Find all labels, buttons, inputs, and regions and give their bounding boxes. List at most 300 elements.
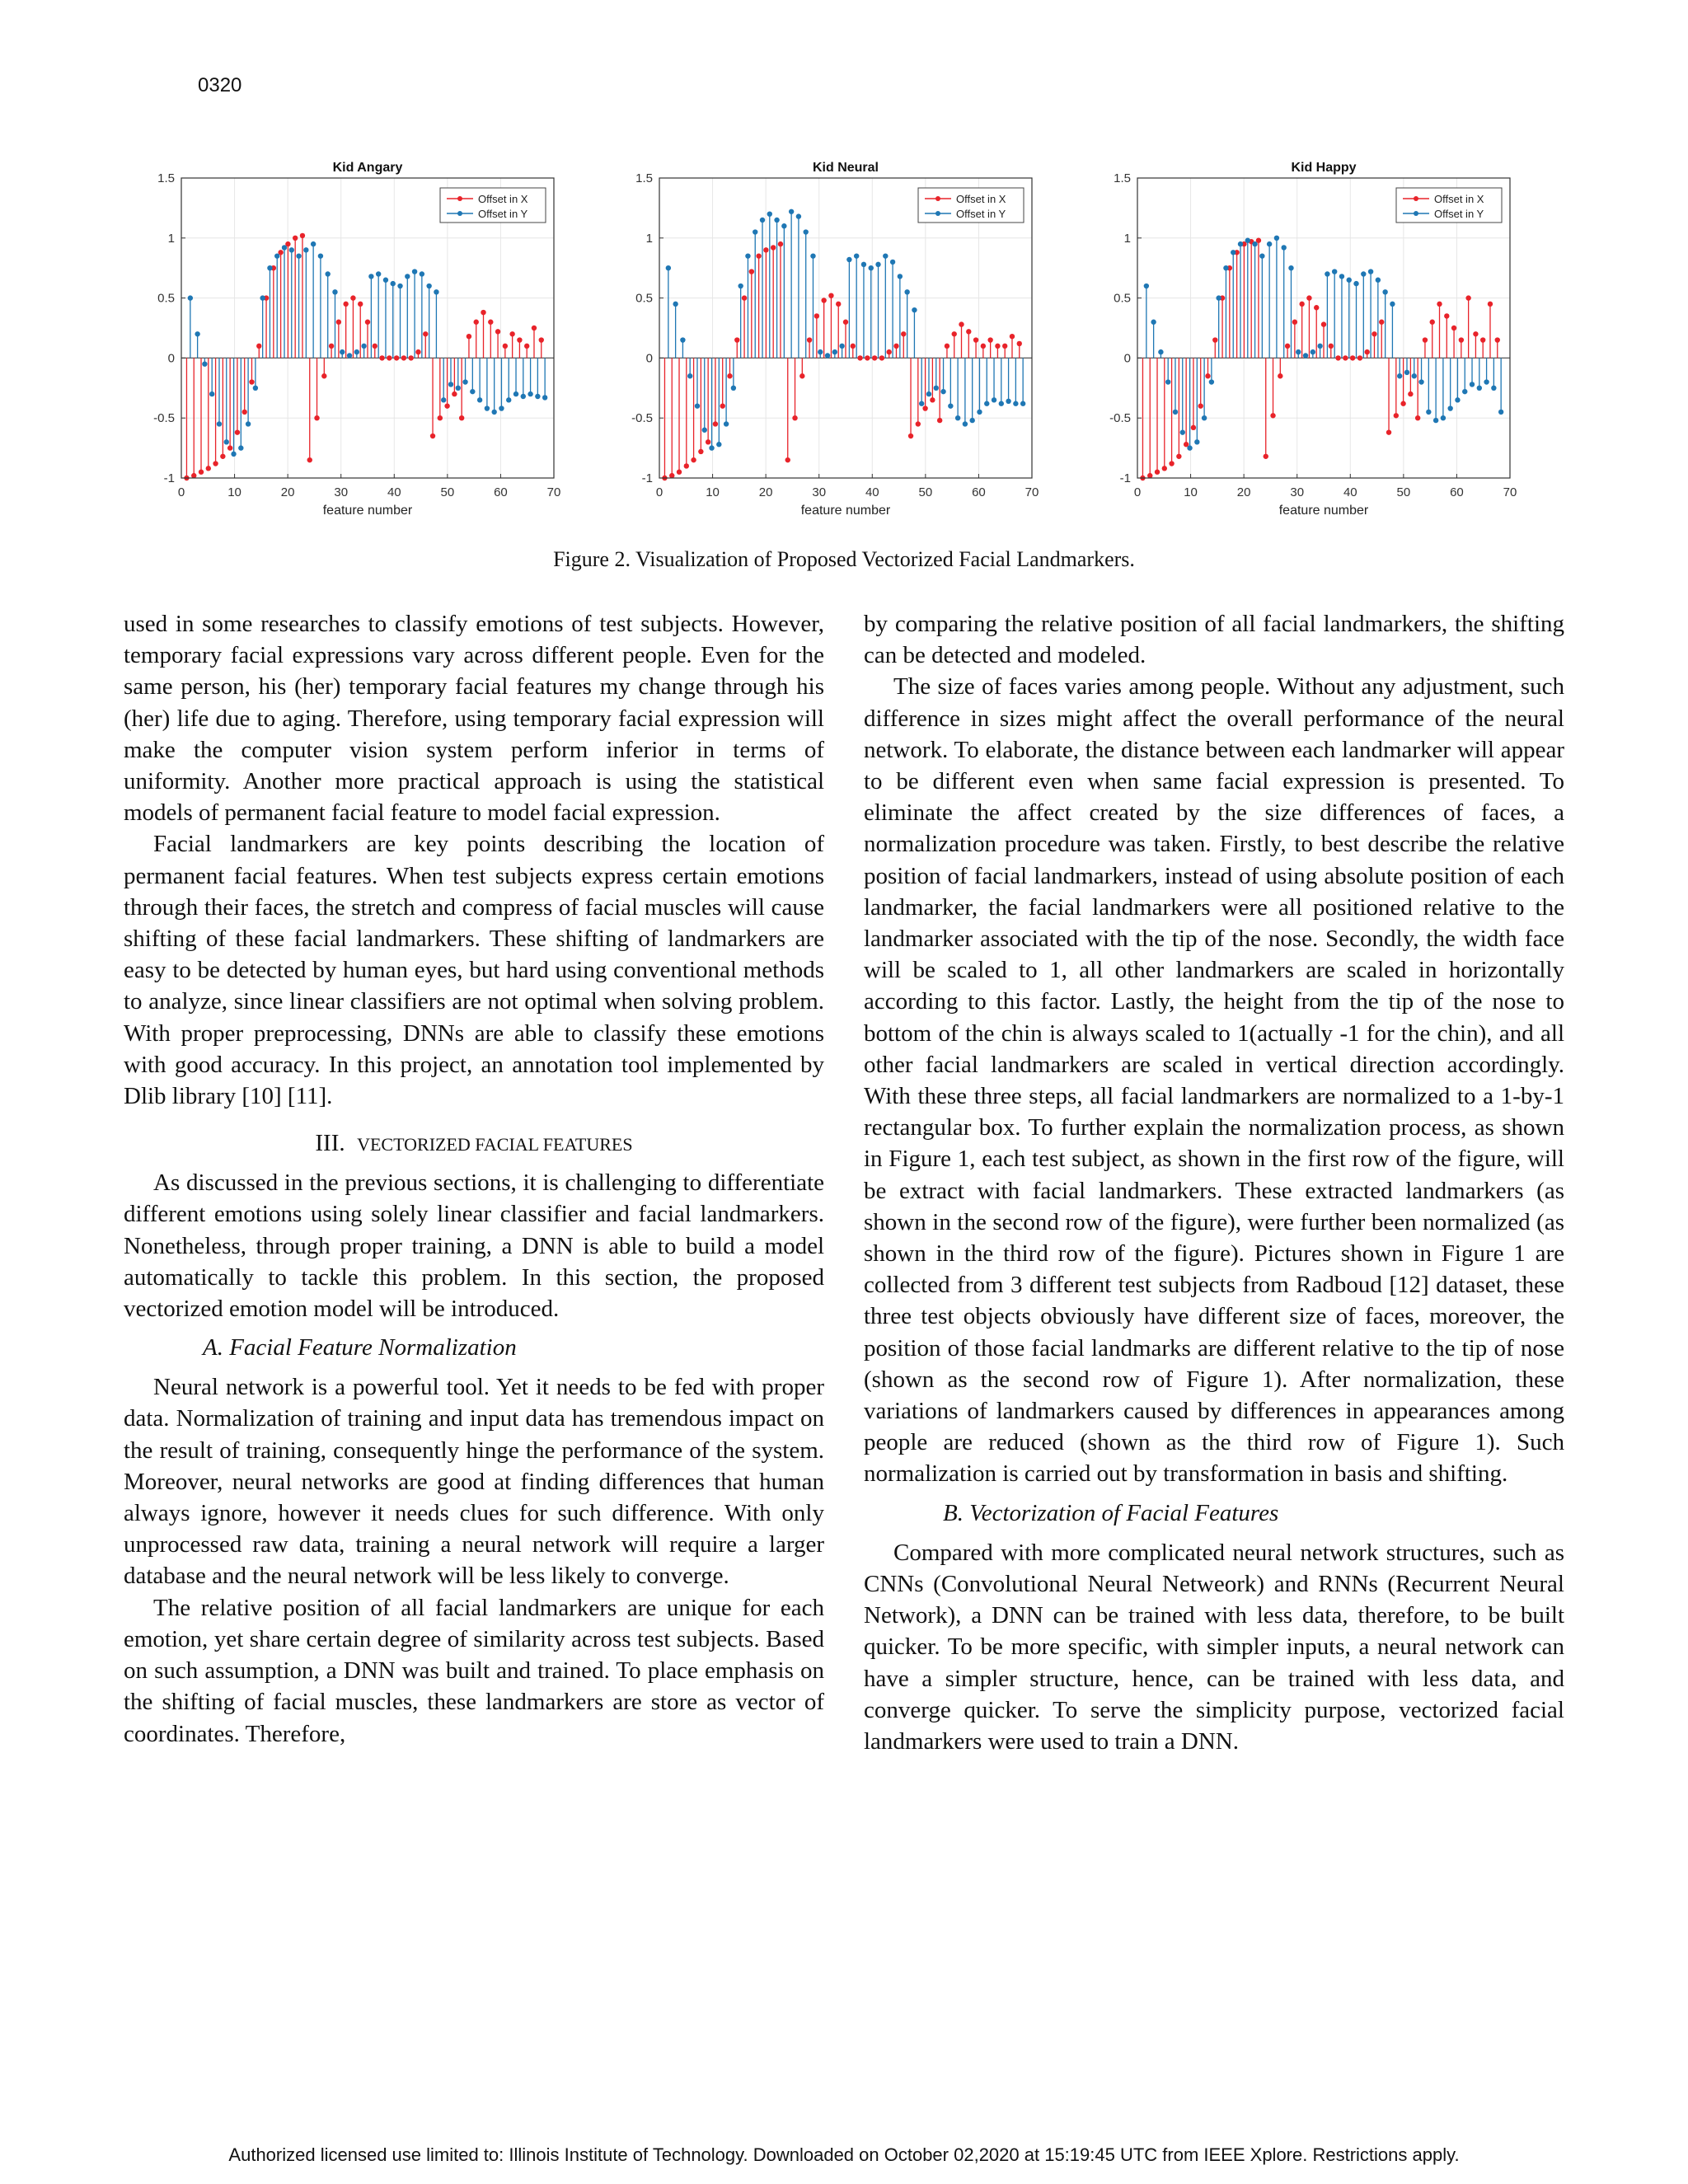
stem-marker bbox=[969, 418, 974, 423]
stem-marker bbox=[1285, 344, 1290, 349]
stem-marker bbox=[350, 295, 355, 300]
stem-marker bbox=[430, 434, 435, 438]
stem-marker bbox=[1205, 373, 1210, 378]
legend-marker bbox=[935, 211, 940, 216]
stem-marker bbox=[684, 463, 689, 468]
stem-marker bbox=[506, 397, 511, 402]
y-tick-label: -0.5 bbox=[153, 411, 175, 426]
stem-marker bbox=[517, 337, 522, 342]
x-tick-label: 30 bbox=[812, 485, 827, 499]
stem-marker bbox=[503, 344, 508, 349]
y-tick-label: 1 bbox=[645, 231, 653, 246]
stem-marker bbox=[206, 466, 211, 471]
stem-marker bbox=[1202, 415, 1207, 420]
stem-marker bbox=[220, 454, 225, 459]
stem-marker bbox=[1002, 344, 1007, 349]
stem-marker bbox=[846, 257, 851, 262]
stem-marker bbox=[716, 442, 721, 447]
stem-marker bbox=[1397, 373, 1402, 378]
stem-marker bbox=[217, 421, 222, 426]
x-tick-label: 30 bbox=[1290, 485, 1305, 499]
stem-marker bbox=[992, 397, 996, 402]
stem-marker bbox=[836, 302, 841, 307]
stem-marker bbox=[336, 320, 341, 325]
stem-marker bbox=[209, 391, 214, 396]
legend-label: Offset in Y bbox=[1434, 208, 1484, 220]
legend-marker bbox=[457, 211, 462, 216]
legend bbox=[440, 188, 546, 223]
stem-marker bbox=[488, 320, 493, 325]
stem-marker bbox=[724, 421, 729, 426]
stem-marker bbox=[1350, 355, 1355, 360]
stem-marker bbox=[760, 218, 765, 223]
stem-marker bbox=[1317, 344, 1322, 349]
stem-marker bbox=[1382, 289, 1387, 294]
subsection-heading: B. Vectorization of Facial Features bbox=[943, 1499, 1279, 1526]
stem-marker bbox=[340, 349, 345, 354]
stem-marker bbox=[1173, 410, 1178, 415]
stem-marker bbox=[383, 278, 388, 283]
stem-marker bbox=[1404, 370, 1409, 375]
legend-label: Offset in Y bbox=[478, 208, 528, 220]
stem-marker bbox=[883, 253, 888, 258]
stem-marker bbox=[940, 389, 945, 394]
stem-marker bbox=[952, 331, 957, 336]
stem-marker bbox=[191, 473, 196, 478]
stem-marker bbox=[1433, 418, 1438, 423]
stem-marker bbox=[789, 209, 794, 214]
stem-marker bbox=[731, 386, 736, 391]
stem-marker bbox=[1353, 281, 1358, 286]
stem-marker bbox=[869, 265, 874, 270]
subsection-heading: A. Facial Feature Normalization bbox=[203, 1334, 517, 1361]
stem-marker bbox=[347, 353, 352, 358]
stem-marker bbox=[713, 421, 718, 426]
stem-marker bbox=[213, 461, 218, 466]
stem-marker bbox=[666, 265, 671, 270]
stem-marker bbox=[778, 241, 783, 246]
stem-marker bbox=[807, 337, 812, 342]
stem-marker bbox=[1473, 331, 1478, 336]
stem-marker bbox=[1209, 379, 1214, 384]
stem-marker bbox=[1216, 295, 1221, 300]
stem-marker bbox=[329, 344, 334, 349]
stem-marker bbox=[314, 415, 319, 420]
stem-marker bbox=[872, 355, 877, 360]
x-tick-label: 70 bbox=[1503, 485, 1517, 499]
stem-marker bbox=[854, 253, 859, 258]
stem-marker bbox=[1147, 473, 1152, 478]
y-tick-label: -1 bbox=[641, 471, 653, 485]
stem-marker bbox=[1347, 278, 1352, 283]
stem-marker bbox=[1223, 265, 1228, 270]
stem-marker bbox=[459, 415, 464, 420]
stem-marker bbox=[981, 344, 986, 349]
stem-marker bbox=[1455, 397, 1460, 402]
stem-marker bbox=[1357, 355, 1362, 360]
y-tick-label: 0.5 bbox=[635, 291, 653, 306]
stem-marker bbox=[434, 289, 438, 294]
stem-marker bbox=[1339, 274, 1344, 279]
stem-marker bbox=[202, 361, 207, 366]
x-tick-label: 40 bbox=[865, 485, 879, 499]
stem-marker bbox=[1390, 302, 1395, 307]
stem-marker bbox=[1020, 401, 1025, 406]
stem-marker bbox=[1335, 355, 1340, 360]
stem-marker bbox=[1361, 271, 1366, 276]
paragraph: The relative position of all facial landmarkers are unique for each emotion, yet share certain degree of similarity across test subjects. Based on such assumption, a DNN was built and trained. To place emphasis on the shifting of facial muscles, these landmarkers are store as vector of coordinates. Therefore, bbox=[124, 1594, 824, 1747]
stem-marker bbox=[1264, 454, 1268, 459]
stem-marker bbox=[379, 355, 384, 360]
stem-marker bbox=[300, 233, 305, 238]
stem-marker bbox=[354, 349, 359, 354]
stem-marker bbox=[1158, 349, 1163, 354]
stem-marker bbox=[1447, 405, 1452, 410]
stem-marker bbox=[303, 247, 308, 252]
stem-marker bbox=[799, 373, 804, 378]
stem-marker bbox=[1386, 429, 1391, 434]
stem-marker bbox=[767, 211, 772, 216]
stem-marker bbox=[1306, 295, 1311, 300]
stem-marker bbox=[1187, 445, 1192, 450]
stem-marker bbox=[1006, 399, 1010, 404]
stem-marker bbox=[397, 284, 402, 288]
stem-marker bbox=[727, 373, 732, 378]
stem-marker bbox=[1437, 302, 1442, 307]
stem-marker bbox=[912, 307, 917, 312]
y-tick-label: 0 bbox=[645, 351, 653, 366]
stem-marker bbox=[937, 418, 942, 423]
stem-marker bbox=[405, 274, 410, 279]
y-tick-label: 0 bbox=[1123, 351, 1131, 366]
stem-marker bbox=[804, 229, 809, 234]
stem-marker bbox=[698, 449, 703, 454]
stem-marker bbox=[749, 269, 754, 274]
x-tick-label: 60 bbox=[1450, 485, 1464, 499]
stem-marker bbox=[448, 382, 453, 387]
paragraph: Neural network is a powerful tool. Yet it needs to be fed with proper data. Normalization of training and input data has tremendous impact on the result of training, consequently hinge the performance of the system. Moreover, neural networks are good at finding differences that human always ignore, however it needs clues for such difference. With only unprocessed raw data, training a neural network will require a larger database and the neural network will be less likely to converge. bbox=[124, 1374, 824, 1590]
stem-marker bbox=[321, 373, 326, 378]
stem-marker bbox=[890, 260, 895, 265]
stem-marker bbox=[814, 313, 819, 318]
stem-marker bbox=[481, 310, 485, 315]
stem-marker bbox=[922, 405, 927, 410]
stem-marker bbox=[535, 394, 540, 399]
stem-marker bbox=[195, 331, 199, 336]
paragraph: used in some researches to classify emotions of test subjects. However, temporary facial expressions vary across different people. Even for the same person, his (her) temporary facial features my change through his (her) life due to aging. Therefore, using temporary facial expression will make the computer vision system perform inferior in terms of uniformity. Another more practical approach is using the statistical models of permanent facial feature to model facial expression. bbox=[124, 611, 824, 827]
stem-marker bbox=[839, 344, 844, 349]
stem-marker bbox=[785, 457, 790, 462]
stem-marker bbox=[199, 470, 204, 475]
stem-marker bbox=[774, 218, 779, 223]
stem-marker bbox=[238, 445, 243, 450]
x-tick-label: 50 bbox=[918, 485, 933, 499]
stem-marker bbox=[1470, 382, 1475, 387]
stem-marker bbox=[821, 298, 826, 302]
stem-marker bbox=[875, 262, 880, 267]
stem-marker bbox=[691, 457, 696, 462]
stem-marker bbox=[973, 337, 978, 342]
stem-marker bbox=[825, 353, 830, 358]
stem-marker bbox=[1296, 349, 1301, 354]
y-tick-label: 1.5 bbox=[157, 171, 175, 185]
stem-marker bbox=[426, 284, 431, 288]
stem-marker bbox=[441, 397, 446, 402]
x-tick-label: 10 bbox=[1184, 485, 1198, 499]
legend-label: Offset in Y bbox=[956, 208, 1006, 220]
stem-marker bbox=[1376, 278, 1381, 283]
stem-marker bbox=[1282, 245, 1287, 250]
stem-marker bbox=[456, 386, 461, 391]
stem-marker bbox=[1288, 265, 1293, 270]
paragraph: Compared with more complicated neural network structures, such as CNNs (Convolutional Neural Netweork) and RNNs (Recurrent Neural Network), a DNN can be trained with less data, therefore, to be built quicker. To be more specific, with simpler inputs, a neural network can have a simpler structure, hence, can be trained with less data, and converge quicker. To serve the simplicity purpose, vectorized facial landmarkers were used to train a DNN. bbox=[864, 1539, 1564, 1755]
stem-marker bbox=[987, 337, 992, 342]
stem-marker bbox=[532, 326, 537, 330]
stem-marker bbox=[810, 253, 815, 258]
stem-marker bbox=[1426, 410, 1431, 415]
stem-marker bbox=[753, 229, 757, 234]
stem-marker bbox=[720, 403, 725, 408]
stem-marker bbox=[771, 245, 776, 250]
stem-marker bbox=[832, 349, 837, 354]
stem-marker bbox=[908, 434, 913, 438]
stem-marker bbox=[293, 236, 298, 241]
stem-marker bbox=[1462, 389, 1467, 394]
stem-marker bbox=[1314, 305, 1319, 310]
stem-marker bbox=[491, 410, 496, 415]
section-title: VECTORIZED FACIAL FEATURES bbox=[357, 1134, 633, 1155]
stem-marker bbox=[687, 373, 692, 378]
y-tick-label: 0 bbox=[167, 351, 175, 366]
x-tick-label: 60 bbox=[494, 485, 508, 499]
stem-marker bbox=[1278, 373, 1282, 378]
stem-marker bbox=[420, 271, 424, 276]
stem-marker bbox=[513, 391, 518, 396]
stem-marker bbox=[499, 405, 504, 410]
stem-marker bbox=[734, 337, 739, 342]
stem-marker bbox=[677, 470, 682, 475]
legend bbox=[918, 188, 1024, 223]
stem-marker bbox=[1144, 284, 1149, 288]
stem-marker bbox=[1379, 320, 1384, 325]
stem-marker bbox=[485, 405, 490, 410]
stem-marker bbox=[742, 295, 747, 300]
x-tick-label: 0 bbox=[1133, 485, 1142, 499]
stem-marker bbox=[796, 213, 801, 218]
stem-marker bbox=[948, 403, 953, 408]
stem-marker bbox=[477, 397, 482, 402]
stem-marker bbox=[843, 320, 848, 325]
chart-title: Kid Happy bbox=[1291, 161, 1357, 175]
stem-marker bbox=[999, 401, 1004, 406]
stem-marker bbox=[289, 247, 294, 252]
stem-marker bbox=[260, 295, 265, 300]
y-tick-label: 1 bbox=[167, 231, 175, 246]
stem-marker bbox=[919, 401, 924, 406]
stem-marker bbox=[963, 421, 968, 426]
x-tick-label: 30 bbox=[334, 485, 349, 499]
stem-marker bbox=[444, 403, 449, 408]
stem-marker bbox=[1169, 461, 1174, 466]
figure-2 bbox=[132, 155, 1566, 534]
stem-marker bbox=[1498, 410, 1503, 415]
stem-marker bbox=[1017, 341, 1022, 346]
stem-marker bbox=[224, 439, 229, 444]
stem-marker bbox=[901, 331, 906, 336]
y-tick-label: 1.5 bbox=[1114, 171, 1131, 185]
stem-marker bbox=[1165, 379, 1170, 384]
section-number: III. bbox=[315, 1130, 345, 1157]
stem-marker bbox=[1194, 439, 1199, 444]
stem-marker bbox=[893, 344, 898, 349]
stem-marker bbox=[539, 337, 544, 342]
stem-marker bbox=[1270, 413, 1275, 418]
stem-marker bbox=[1245, 238, 1250, 243]
stem-marker bbox=[528, 391, 532, 396]
x-axis-label: feature number bbox=[1278, 504, 1369, 518]
stem-marker bbox=[495, 329, 500, 334]
x-tick-label: 40 bbox=[387, 485, 401, 499]
stem-marker bbox=[249, 379, 254, 384]
y-tick-label: -1 bbox=[1119, 471, 1131, 485]
stem-marker bbox=[904, 289, 909, 294]
stem-marker bbox=[745, 253, 750, 258]
stem-marker bbox=[706, 439, 710, 444]
right-column bbox=[864, 608, 1564, 1757]
stem-marker bbox=[934, 386, 939, 391]
stem-marker bbox=[1267, 241, 1272, 246]
figure-caption: Figure 2. Visualization of Proposed Vectorized Facial Landmarkers. bbox=[553, 547, 1135, 571]
x-axis-label: feature number bbox=[322, 504, 413, 518]
stem-marker bbox=[781, 223, 786, 228]
legend-label: Offset in X bbox=[1434, 193, 1484, 205]
stem-marker bbox=[373, 344, 377, 349]
stem-marker bbox=[673, 302, 678, 307]
x-tick-label: 60 bbox=[972, 485, 986, 499]
stem-marker bbox=[415, 349, 420, 354]
stem-marker bbox=[1311, 349, 1315, 354]
stem-marker bbox=[1488, 302, 1493, 307]
y-tick-label: 0.5 bbox=[157, 291, 175, 306]
stem-marker bbox=[945, 344, 950, 349]
stem-marker bbox=[1321, 321, 1326, 326]
stem-marker bbox=[1415, 415, 1420, 420]
stem-marker bbox=[669, 473, 674, 478]
stem-marker bbox=[311, 241, 316, 246]
stem-marker bbox=[1459, 337, 1464, 342]
stem-marker bbox=[1408, 391, 1413, 396]
stem-marker bbox=[361, 344, 366, 349]
y-tick-label: -0.5 bbox=[1109, 411, 1131, 426]
paragraph: As discussed in the previous sections, it is challenging to differentiate different emotions using solely linear classifier and facial landmarkers. Nonetheless, through proper training, a DNN is able to build a model automatically to tackle this problem. In this section, the proposed vectorized emotion model will be introduced. bbox=[124, 1169, 824, 1323]
stem-marker bbox=[1484, 379, 1489, 384]
stem-marker bbox=[1444, 313, 1449, 318]
stem-marker bbox=[738, 284, 743, 288]
stem-marker bbox=[1292, 320, 1297, 325]
x-tick-label: 20 bbox=[758, 485, 773, 499]
legend-marker bbox=[1414, 211, 1418, 216]
x-tick-label: 10 bbox=[706, 485, 720, 499]
stem-marker bbox=[1162, 466, 1167, 471]
stem-marker bbox=[1329, 344, 1334, 349]
y-tick-label: -0.5 bbox=[631, 411, 653, 426]
chart-title: Kid Angary bbox=[332, 161, 403, 175]
stem-marker bbox=[318, 253, 323, 258]
y-tick-label: -1 bbox=[163, 471, 175, 485]
stem-marker bbox=[394, 355, 399, 360]
stem-marker bbox=[462, 379, 467, 384]
stem-marker bbox=[1343, 355, 1348, 360]
stem-marker bbox=[387, 355, 392, 360]
stem-marker bbox=[857, 355, 862, 360]
stem-marker bbox=[1477, 386, 1482, 391]
stem-marker bbox=[1451, 326, 1456, 330]
stem-marker bbox=[235, 429, 240, 434]
x-tick-label: 50 bbox=[1396, 485, 1411, 499]
stem-marker bbox=[1495, 337, 1500, 342]
stem-marker bbox=[1151, 320, 1156, 325]
stem-marker bbox=[828, 293, 833, 298]
stem-marker bbox=[1412, 373, 1417, 378]
stem-marker bbox=[966, 329, 971, 334]
stem-marker bbox=[1465, 295, 1470, 300]
footer-license: Authorized licensed use limited to: Illinois Institute of Technology. Downloaded on October 02,2020 at 15:19:45 UTC from IEEE Xplore. Restrictions apply. bbox=[228, 2144, 1460, 2165]
stem-marker bbox=[282, 245, 287, 250]
stem-marker bbox=[1259, 253, 1264, 258]
left-column bbox=[124, 608, 824, 1750]
x-tick-label: 20 bbox=[280, 485, 295, 499]
stem-marker bbox=[467, 334, 471, 339]
stem-marker bbox=[995, 344, 1000, 349]
stem-marker bbox=[1364, 349, 1369, 354]
y-tick-label: 1 bbox=[1123, 231, 1131, 246]
legend-marker bbox=[935, 196, 940, 201]
x-tick-label: 10 bbox=[227, 485, 241, 499]
x-tick-label: 0 bbox=[655, 485, 663, 499]
stem-marker bbox=[1394, 413, 1399, 418]
stem-marker bbox=[1368, 269, 1373, 274]
stem-marker bbox=[1176, 454, 1181, 459]
stem-marker bbox=[1430, 320, 1435, 325]
stem-marker bbox=[412, 269, 417, 274]
legend-marker bbox=[1414, 196, 1418, 201]
x-tick-label: 70 bbox=[546, 485, 561, 499]
section-heading bbox=[124, 1130, 824, 1157]
stem-marker bbox=[542, 395, 547, 400]
paragraph: by comparing the relative position of all facial landmarkers, the shifting can be detected and modeled. bbox=[864, 611, 1564, 669]
legend-marker bbox=[457, 196, 462, 201]
legend bbox=[1396, 188, 1502, 223]
stem-marker bbox=[253, 386, 258, 391]
legend-label: Offset in X bbox=[478, 193, 528, 205]
stem-marker bbox=[818, 349, 823, 354]
x-tick-label: 20 bbox=[1236, 485, 1251, 499]
stem-marker bbox=[959, 321, 964, 326]
stem-marker bbox=[1441, 415, 1446, 420]
stem-marker bbox=[365, 320, 370, 325]
stem-marker bbox=[898, 274, 903, 279]
stem-marker bbox=[438, 415, 443, 420]
stem-marker bbox=[326, 271, 331, 276]
stem-marker bbox=[296, 253, 301, 258]
stem-marker bbox=[307, 457, 312, 462]
x-tick-label: 50 bbox=[440, 485, 455, 499]
stem-marker bbox=[977, 410, 982, 415]
stem-marker bbox=[452, 391, 457, 396]
y-tick-label: 0.5 bbox=[1114, 291, 1131, 306]
stem-marker bbox=[1212, 337, 1217, 342]
stem-marker bbox=[358, 302, 363, 307]
